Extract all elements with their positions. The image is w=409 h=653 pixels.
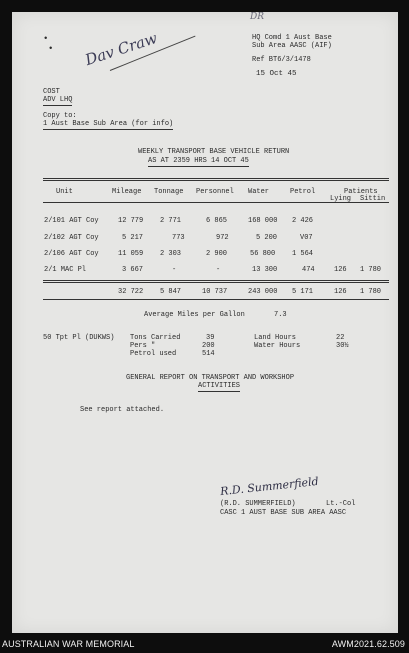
row-mileage: 3 667	[122, 266, 144, 274]
total-sitting: 1 780	[360, 288, 382, 296]
col-header-water: Water	[248, 188, 270, 196]
total-tonnage: 5 847	[160, 288, 182, 296]
row-petrol: 1 564	[292, 250, 314, 258]
row-tonnage: 773	[172, 234, 185, 242]
address-line-2: ADV LHQ	[43, 96, 73, 104]
row-mileage: 11 059	[118, 250, 144, 258]
row-unit: 2/102 AGT Coy	[44, 234, 99, 242]
row-tonnage: 2 771	[160, 217, 182, 225]
row-personnel: 6 865	[206, 217, 228, 225]
ref-line: Ref BT6/3/1478	[252, 56, 311, 64]
total-water: 243 000	[248, 288, 278, 296]
secondary-left-value-2: 200	[202, 342, 215, 350]
secondary-left-label-1: Tons Carried	[130, 334, 181, 342]
archive-name: AUSTRALIAN WAR MEMORIAL	[2, 639, 135, 649]
copy-to-label: Copy to:	[43, 112, 77, 120]
secondary-left-value-1: 39	[206, 334, 215, 342]
row-unit: 2/1 MAC Pl	[44, 266, 87, 274]
title-line-2: AS AT 2359 HRS 14 OCT 45	[148, 157, 249, 165]
report-title-line-1: GENERAL REPORT ON TRANSPORT AND WORKSHOP	[126, 374, 295, 382]
row-lying: 126	[334, 266, 347, 274]
archive-footer	[0, 638, 409, 653]
row-water: 5 200	[256, 234, 278, 242]
punch-mark: •	[43, 34, 49, 44]
average-label: Average Miles per Gallon	[144, 311, 245, 319]
handwritten-signature: R.D. Summerfield	[219, 474, 320, 499]
col-header-petrol: Petrol	[290, 188, 316, 196]
row-tonnage: -	[172, 266, 177, 274]
table-total-rule	[43, 280, 389, 281]
row-petrol: V07	[300, 234, 313, 242]
signature-title: CASC 1 AUST BASE SUB AREA AASC	[220, 509, 347, 517]
row-water: 56 800	[250, 250, 276, 258]
punch-mark-2: •	[48, 44, 54, 54]
total-petrol: 5 171	[292, 288, 314, 296]
document-page	[12, 12, 398, 633]
secondary-left-value-3: 514	[202, 350, 215, 358]
row-water: 13 300	[252, 266, 278, 274]
row-tonnage: 2 303	[160, 250, 182, 258]
total-lying: 126	[334, 288, 347, 296]
row-mileage: 12 779	[118, 217, 144, 225]
col-header-patients: Patients	[344, 188, 378, 196]
row-personnel: 2 900	[206, 250, 228, 258]
row-petrol: 2 426	[292, 217, 314, 225]
copy-to-value: 1 Aust Base Sub Area (for info)	[43, 120, 174, 128]
average-value: 7.3	[274, 311, 287, 319]
total-mileage: 32 722	[118, 288, 144, 296]
secondary-right-value-1: 22	[336, 334, 345, 342]
secondary-right-value-2: 30½	[336, 342, 349, 350]
row-unit: 2/101 AGT Coy	[44, 217, 99, 225]
table-total-rule-2	[43, 282, 389, 283]
row-water: 168 000	[248, 217, 278, 225]
signature-rank: Lt.-Col	[326, 500, 356, 508]
row-unit: 2/106 AGT Coy	[44, 250, 99, 258]
handwritten-note: Dav Craw	[82, 28, 160, 70]
address-line-1: COST	[43, 88, 60, 96]
ref-block-line-2: Sub Area AASC (AIF)	[252, 42, 332, 50]
col-header-tonnage: Tonnage	[154, 188, 184, 196]
table-top-rule-2	[43, 180, 389, 181]
col-header-mileage: Mileage	[112, 188, 142, 196]
col-header-sitting: Sittin	[360, 195, 386, 203]
report-see: See report attached.	[80, 406, 165, 414]
col-header-unit: Unit	[56, 188, 73, 196]
row-personnel: -	[216, 266, 221, 274]
stamp-mark: DR	[250, 12, 264, 22]
row-personnel: 972	[216, 234, 229, 242]
row-petrol: 474	[302, 266, 315, 274]
col-header-personnel: Personnel	[196, 188, 234, 196]
total-personnel: 10 737	[202, 288, 228, 296]
secondary-left-label-2: Pers "	[130, 342, 156, 350]
secondary-unit: 50 Tpt Pl (DUKWS)	[43, 334, 115, 342]
row-mileage: 5 217	[122, 234, 144, 242]
report-title-line-2: ACTIVITIES	[198, 382, 241, 390]
secondary-left-label-3: Petrol used	[130, 350, 177, 358]
row-sitting: 1 780	[360, 266, 382, 274]
title-line-1: WEEKLY TRANSPORT BASE VEHICLE RETURN	[138, 148, 290, 156]
date-line: 15 Oct 45	[256, 70, 297, 78]
ref-block-line-1: HQ Comd 1 Aust Base	[252, 34, 332, 42]
table-top-rule	[43, 178, 389, 179]
secondary-right-label-2: Water Hours	[254, 342, 301, 350]
table-bottom-rule	[43, 299, 389, 300]
signature-name: (R.D. SUMMERFIELD)	[220, 500, 296, 508]
archive-id: AWM2021.62.509	[331, 639, 405, 649]
secondary-right-label-1: Land Hours	[254, 334, 297, 342]
col-header-lying: Lying	[330, 195, 352, 203]
